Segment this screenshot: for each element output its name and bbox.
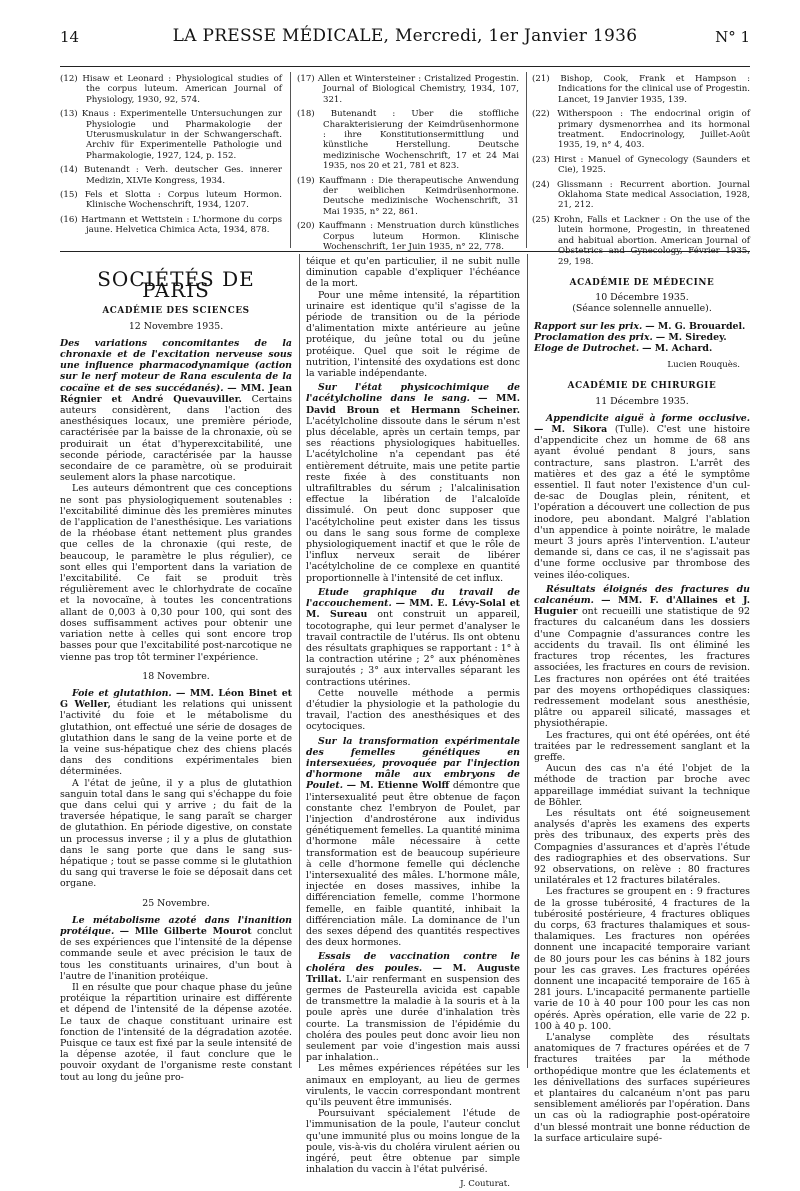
article-text: (Tulle). C'est une histoire d'appendicite chez un homme de 68 ans ayant évolué pendant 8 jours, sans contracture, sans plastron. L'arrêt des matières et des gaz a été le symptôme essentiel. Il faut noter l'existence d'un cul-de-sac de Douglas plein, rénitent, et l'opération a découvert une collection de pus inodore, peu abondant. Malgré l'ablation d'un appendice à pointe noirâtre, le malade meurt 3 jours après l'intervention. L'auteur demande si, dans ce cas, il ne s'agissait pas d'une forme occlusive par thrombose des veines iléo-coliques. bbox=[534, 424, 751, 581]
article-authors: — M. Auguste Trillat. bbox=[306, 962, 520, 985]
article-text: Les fractures, qui ont été opérées, ont été traitées par le redressement sanglant et la greffe. bbox=[534, 729, 750, 763]
article-text: ont construit un appareil, tocotographe, qui leur permet d'analyser le travail contractile de l'utérus. Ils ont obtenu des résultats graphiques se rapportant : 1° à la contraction utérine ; 2° aux phénomènes surajoutés ; 3° aux intervalles séparant les contractions utérines. bbox=[306, 609, 520, 688]
article-text: Les fractures se groupent en : 9 fractures de la grosse tubérosité, 4 fractures de la tubérosité postérieure, 4 fractures obliques du corps, 63 fractures thalamiques et sous-thalamiques. Les fractures non opérées donnent une incapacité temporaire variant de 80 jours pour les cas bénins à 182 jours pour les cas graves. Les fractures opérées donnent une incapacité temporaire de 165 à 281 jours. L'incapacité permanente partielle varie de 10 à 40 pour 100 pour les cas non opérés. Après opération, elle varie de 22 p. 100 à 40 p. 100. bbox=[534, 886, 750, 1032]
article-text: étudiant les relations qui unissent l'activité du foie et le métabolisme du glutathion, ont effectué une série de dosages de glutathion dans le sang de la veine porte et de la veine sus-hépatique chez des chiens placés dans des conditions expérimentales bien déterminées. bbox=[60, 699, 292, 778]
issue-number: N° 1 bbox=[715, 28, 750, 46]
column-rule bbox=[299, 254, 300, 1068]
reference-text: Kauffmann : Die therapeutische Anwendung der weiblichen Keimdrüsenhormone. Deutsche medizinische Wochenschrift, 31 Mai 1935, n° 22, 861. bbox=[319, 175, 519, 217]
reference-item bbox=[297, 74, 519, 105]
reference-item bbox=[60, 165, 282, 186]
reference-text: Allen et Wintersteiner : Cristalized Progestin. Journal of Biological Chemistry, 1934, 107, 321. bbox=[317, 74, 519, 105]
reference-text: Hartmann et Wettstein : L'hormone du corps jaune. Helvetica Chimica Acta, 1934, 878. bbox=[81, 214, 282, 236]
signature: J. Couturat. bbox=[460, 1179, 510, 1190]
societes-col-3 bbox=[534, 260, 751, 1144]
page-header bbox=[60, 24, 750, 54]
article-title: Essais de vaccination contre le choléra des poules. bbox=[306, 951, 520, 974]
reference-item bbox=[532, 180, 750, 211]
session-date: 25 Novembre. bbox=[142, 897, 210, 909]
reference-text: Krohn, Falls et Lackner : On the use of the lutein hormone, Progestin, in threatened and habitual abortion. American Journal of Obstetrics and Gynecology, Février 1935, 29, 198. bbox=[553, 214, 750, 267]
references-col-1 bbox=[60, 74, 282, 248]
article-title: Le métabolisme azoté dans l'inanition protéique. bbox=[60, 914, 292, 937]
reference-text: Butenandt : Uber die stoffliche Charakterisierung der Keimdrüsenhormone : ihre Konstitutionsermittlung und künstliche Herstellung. Deutsche medizinische Wochenschrift, 17 et 24 Mai 1935, nos 20 et 21, 781 et 823. bbox=[323, 109, 519, 172]
article-authors: — MM. Léon Binet et G Weller, bbox=[60, 687, 293, 711]
item-title: Proclamation des prix. bbox=[534, 331, 653, 343]
reference-text: Knaus : Experimentelle Untersuchungen zur Physiologie und Pharmakologie der Uterusmuskulatur in der Schwangerschaft. Archiv für Experimentelle Pathologie und Pharmakologie, 1927, 124, p. 152. bbox=[81, 109, 282, 161]
article-text: Les résultats ont été soigneusement analysés d'après les examens des experts près des tribunaux, des experts près des Compagnies d'assurances et d'après l'étude des radiographies et des observations. Sur 92 observations, on relève : 80 fractures unilatérales et 12 fractures bilatérales. bbox=[534, 807, 750, 887]
article-text: Pour une même intensité, la répartition urinaire est identique qu'il s'agisse de la période de transition ou de la période d'alimentation mixte antérieure au jeûne protéique, du jeûne total ou du jeûne protéique. Quel que soit le régime de nutrition, l'intensité des oxydations est donc la variable indépendante. bbox=[306, 289, 520, 380]
article-text: A l'état de jeûne, il y a plus de glutathion sanguin total dans le sang qui s'échappe du foie que dans celui qui y arrive ; du fait de la traversée hépatique, le sang paraît se charger de glutathion. En période digestive, on constate un processus inverse ; il y a plus de glutathion dans le sang porte que dans le sang sus-hépatique ; tout se passe comme si le glutathion du sang qui traverse le foie se déposait dans cet organe. bbox=[60, 777, 292, 890]
article-authors: — MM. Jean Régnier et André Quevauviller. bbox=[60, 382, 293, 405]
section-rule bbox=[60, 251, 750, 252]
article-text: L'air renfermant en suspension des germes de Pasteurella avicida est capable de transmettre la maladie à la souris et à la poule après une durée d'inhalation très courte. La transmission de l'épidémie du choléra des poules peut donc avoir lieu non seulement par voie d'ingestion mais aussi par inhalation.. bbox=[306, 973, 520, 1064]
reference-item bbox=[297, 221, 519, 252]
article-text: L'acétylcholine dissoute dans le sérum n'est plus décelable, après un certain temps, par ses réactions physiologiques habituelles. L'acétylcholine n'a cependant pas été entièrement détruite, mais une petite partie reste fixée à des constituants non ultrafiltrables du sérum ; l'alcalinisation effectue la libération de l'alcaloïde dissimulé. On peut donc supposer que l'acétylcholine peut exister dans les tissus ou dans le sang sous forme de complexe physiologiquement inactif et que le rôle de l'influx nerveux serait de libérer l'acétylcholine de ce complexe en quantité proportionnelle à l'intensité de cet influx. bbox=[306, 415, 520, 584]
academie-chirurgie-heading: ACADÉMIE DE CHIRURGIE bbox=[567, 381, 717, 392]
item-title: Eloge de Dutrochet. bbox=[534, 343, 640, 355]
reference-number: (14) bbox=[60, 165, 78, 176]
article-title: Foie et glutathion. bbox=[72, 687, 172, 699]
article-title: Sur l'état physicochimique de l'acétylcholine dans le sang. bbox=[306, 382, 520, 405]
article-text: téique et qu'en particulier, il ne subit nulle diminution capable d'expliquer l'échéance de la mort. bbox=[306, 256, 520, 290]
header-rule bbox=[60, 66, 750, 67]
reference-number: (13) bbox=[60, 109, 78, 120]
article-authors: — MM. F. d'Allaines et J. Huguier bbox=[534, 595, 750, 618]
reference-item bbox=[297, 176, 519, 218]
reference-number: (24) bbox=[532, 179, 550, 190]
reference-item bbox=[532, 155, 750, 176]
article-authors: — M. Sikora bbox=[534, 424, 608, 436]
academie-sciences-heading: ACADÉMIE DES SCIENCES bbox=[102, 306, 250, 317]
societes-col-1 bbox=[60, 254, 293, 1083]
reference-number: (21) bbox=[532, 74, 550, 84]
article-text: Il en résulte que pour chaque phase du jeûne protéique la répartition urinaire est différente et dépend de l'intensité de la dépense azotée. Le taux de chaque constituant urinaire est fonction de l'intensité de la dégradation azotée. Puisque ce taux est fixé par la seule intensité de la dépense azotée, il faut conclure que le pouvoir oxydant de l'organisme reste constant tout au long du jeûne pro- bbox=[60, 981, 292, 1083]
section-title: SOCIÉTÉS DE PARIS bbox=[97, 267, 255, 303]
article-text: ont recueilli une statistique de 92 fractures du calcanéum dans les dossiers d'une Compagnie d'assurances contre les accidents du travail. Ils ont éliminé les fractures trop récentes, les fractures associées, les fractures en cours de revision. Les fractures non opérées ont été traitées par des moyens orthopédiques classiques: redressement modelant sous anesthésie, plâtre ou appareil silicaté, massages et physiothérapie. bbox=[534, 606, 750, 730]
article-title: Résultats éloignés des fractures du calcanéum. bbox=[534, 583, 750, 607]
reference-number: (25) bbox=[532, 214, 550, 225]
item-author: — M. Achard. bbox=[642, 343, 713, 355]
article-title: Des variations concomitantes de la chronaxie et de l'excitation nerveuse sous une influence pharmacodynamique (action sur le nerf moteur de Rana esculenta de la cocaïne et de ses succédanés). bbox=[60, 337, 292, 394]
signature: Lucien Rouquès. bbox=[667, 360, 740, 371]
column-rule bbox=[527, 254, 528, 1068]
references-col-2 bbox=[297, 74, 519, 253]
column-rule bbox=[290, 72, 291, 248]
article-text: Aucun des cas n'a été l'objet de la méthode de traction par broche avec appareillage immédiat suivant la technique de Böhler. bbox=[534, 763, 750, 808]
reference-item bbox=[60, 215, 282, 236]
reference-text: Butenandt : Verh. deutscher Ges. innerer Medizin, XLVIe Kongress, 1934. bbox=[84, 165, 283, 186]
reference-item bbox=[60, 109, 282, 161]
reference-number: (20) bbox=[297, 221, 315, 232]
article-text: Poursuivant spécialement l'étude de l'immunisation de la poule, l'auteur conclut qu'une immunité plus ou moins longue de la poule, vis-à-vis du choléra virulent aérien ou ingéré, peut être obtenue par simple inhalation du vaccin à l'état pulvérisé. bbox=[306, 1108, 520, 1176]
item-title: Rapport sur les prix. bbox=[534, 320, 643, 332]
academie-medecine-heading: ACADÉMIE DE MÉDECINE bbox=[569, 278, 715, 288]
reference-text: Hisaw et Leonard : Physiological studies of the corpus luteum. American Journal of Physiology, 1930, 92, 574. bbox=[82, 74, 282, 105]
article-text: Les auteurs démontrent que ces conceptions ne sont pas physiologiquement soutenables : l'excitabilité diminue dès les premières minutes de l'application de l'anesthésique. Les variations de la rhéobase étant nettement plus grandes que celles de la chronaxie (qui reste, de beaucoup, le paramètre le plus régulier), ce sont elles qui l'emportent dans la variation de l'excitabilité. Ce fait se produit très régulièrement avec le chlorhydrate de cocaïne et la novocaïne, à toutes les concentrations allant de 0,003 à 0,30 pour 100, qui sont des doses suffisamment actives pour obtenir une variation nette à celles qui sont encore trop basses pour que l'excitabilité post-narcotique ne vienne pas trop tôt terminer l'expérience. bbox=[60, 483, 292, 663]
article-authors: — M. Etienne Wolff bbox=[346, 780, 450, 792]
session-date: 18 Novembre. bbox=[142, 670, 210, 682]
article-text: Les mêmes expériences répétées sur les animaux en employant, au lieu de germes virulents, le vaccin correspondant montrent qu'ils peuvent être immunisés. bbox=[306, 1063, 520, 1109]
reference-text: Hirst : Manuel of Gynecology (Saunders et Cie), 1925. bbox=[554, 154, 750, 176]
societes-col-2 bbox=[306, 256, 521, 1190]
article-text: L'analyse complète des résultats anatomiques de 7 fractures opérées et de 7 fractures traitées par la méthode orthopédique montre que les éclatements et les dénivellations des surfaces supérieures et plantaires du calcanéum n'ont pas paru sensiblement améliorés par l'opération. Dans un cas où la radiographie post-opératoire d'un blessé montrait une bonne réduction de la surface articulaire supé- bbox=[534, 1032, 750, 1144]
reference-number: (19) bbox=[297, 175, 315, 186]
reference-number: (12) bbox=[60, 74, 78, 84]
reference-item bbox=[60, 190, 282, 211]
session-date: 10 Décembre 1935. bbox=[595, 292, 689, 304]
reference-number: (23) bbox=[532, 154, 550, 165]
reference-item bbox=[532, 109, 750, 151]
reference-number: (17) bbox=[297, 74, 315, 84]
article-authors: — MM. E. Lévy-Solal et M. Sureau bbox=[306, 598, 521, 621]
item-author: — M. Siredey. bbox=[655, 331, 727, 343]
reference-text: Fels et Slotta : Corpus luteum Hormon. Klinische Wochenschrift, 1934, 1207. bbox=[84, 190, 283, 211]
reference-number: (16) bbox=[60, 214, 78, 225]
reference-number: (15) bbox=[60, 190, 78, 201]
session-date: 11 Décembre 1935. bbox=[595, 395, 689, 407]
session-note: (Séance solennelle annuelle). bbox=[572, 303, 712, 315]
item-author: — M. G. Brouardel. bbox=[645, 320, 746, 332]
reference-item bbox=[297, 109, 519, 171]
article-authors: — Mlle Gilberte Mourot bbox=[119, 925, 252, 937]
article-title: Sur la transformation expérimentale des femelles génétiques en intersexuées, provoquée par l'injection d'hormone mâle aux embryons de Poulet. bbox=[306, 735, 520, 792]
reference-item bbox=[532, 74, 750, 105]
article-text: Cette nouvelle méthode a permis d'étudier la physiologie et la pathologie du travail, l'action des anesthésiques et des ocytociques. bbox=[306, 687, 520, 733]
article-title: Appendicite aiguë à forme occlusive. bbox=[546, 412, 750, 424]
reference-text: Kauffmann : Menstruation durch künstliches Corpus luteum Hormon. Klinische Wochenschrift, 1er Juin 1935, n° 22, 778. bbox=[318, 221, 519, 253]
article-authors: — MM. David Broun et Hermann Scheiner. bbox=[306, 393, 520, 416]
article-title: Etude graphique du travail de l'accouchement. bbox=[306, 586, 520, 610]
session-date: 12 Novembre 1935. bbox=[128, 320, 224, 332]
references-col-3 bbox=[532, 74, 751, 267]
reference-number: (18) bbox=[297, 109, 315, 120]
reference-number: (22) bbox=[532, 109, 550, 120]
journal-title: LA PRESSE MÉDICALE, Mercredi, 1er Janvier 1936 bbox=[172, 26, 638, 46]
column-rule bbox=[526, 72, 527, 248]
page-number: 14 bbox=[60, 28, 80, 46]
reference-item bbox=[60, 74, 282, 105]
reference-text: Witherspoon : The endocrinal origin of primary dysmenorrhea and its hormonal treatment. Endocrinology, Juillet-Août 1935, 19, n° 4, 403. bbox=[557, 109, 750, 151]
reference-text: Glissmann : Recurrent abortion. Journal Oklahoma State medical Association, 1928, 21, 212. bbox=[556, 179, 751, 211]
article-text: Certains auteurs considèrent, dans l'action des anesthésiques locaux, une première période, caractérisée par la baisse de la chronaxie, où se produirait un état d'hyperexcitabilité, une seconde période, caractérisée par la hausse secondaire de ce paramètre, où se produirait seulement alors la phase narcotique. bbox=[60, 393, 292, 484]
article-text: démontre que l'intersexualité peut être obtenue de façon constante chez l'embryon de Poulet, par l'injection d'androstérone aux individus génétiquement femelles. La quantité minima d'hormone mâle nécessaire à cette transformation est de beaucoup supérieure à celle d'hormone femelle qui déclenche l'intersexualité des mâles. L'hormone mâle, injectée en doses massives, inhibe la différenciation femelle, comme l'hormone femelle, en faible quantité, inhibait la différenciation mâle. La dominance de l'un des sexes dépend des quantités respectives des deux hormones. bbox=[306, 780, 520, 949]
reference-text: Bishop, Cook, Frank et Hampson : Indications for the clinical use of Progestin. Lancet, 19 Janvier 1935, 139. bbox=[558, 74, 750, 105]
article-text: conclut de ses expériences que l'intensité de la dépense commande seule et avec précision le taux de tous les constituants urinaires, d'un bout à l'autre de l'inanition protéique. bbox=[60, 925, 293, 982]
